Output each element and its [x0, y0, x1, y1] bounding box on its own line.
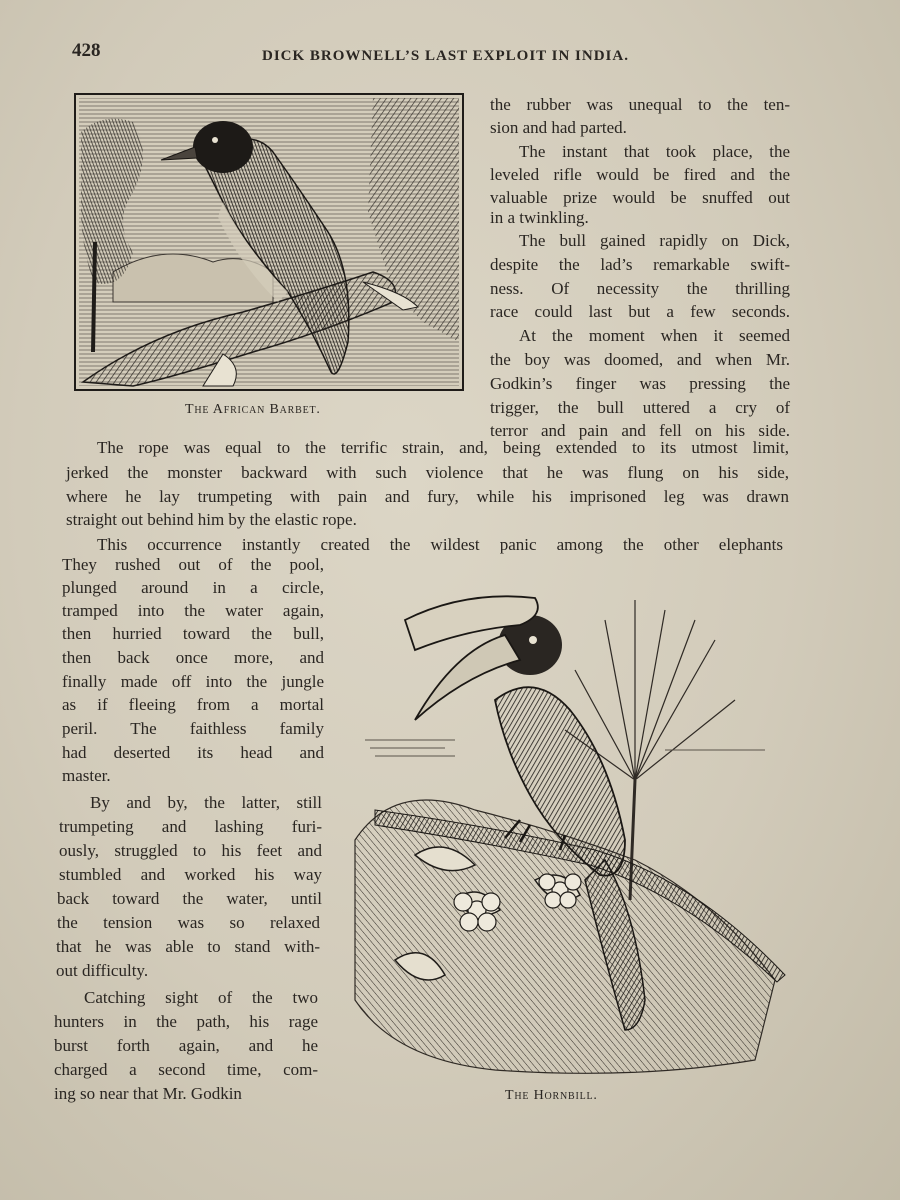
hornbill-illustration [335, 580, 795, 1080]
text-line: the boy was doomed, and when Mr. [490, 350, 790, 369]
african-barbet-illustration [73, 92, 465, 392]
text-line: in a twinkling. [490, 208, 589, 227]
text-line: They rushed out of the pool, [62, 555, 324, 574]
text-line: then hurried toward the bull, [62, 624, 324, 643]
text-line: leveled rifle would be fired and the [490, 165, 790, 184]
text-line: back toward the water, until [57, 889, 322, 908]
text-line: finally made off into the jungle [62, 672, 324, 691]
text-line: This occurrence instantly created the wildest panic among the other elephants [97, 535, 783, 554]
text-line: stumbled and worked his way [59, 865, 322, 884]
text-line: plunged around in a circle, [62, 578, 324, 597]
text-line: The bull gained rapidly on Dick, [519, 231, 790, 250]
text-line: valuable prize would be snuffed out [490, 188, 790, 207]
text-line: Catching sight of the two [84, 988, 318, 1007]
text-line: trumpeting and lashing furi- [59, 817, 322, 836]
text-line: By and by, the latter, still [90, 793, 322, 812]
text-line: The instant that took place, the [519, 142, 790, 161]
text-line: The rope was equal to the terrific strain, and, being extended to its utmost limit, [97, 438, 789, 457]
text-line: as if fleeing from a mortal [62, 695, 324, 714]
text-line: despite the lad’s remarkable swift- [490, 255, 790, 274]
text-line: burst forth again, and he [54, 1036, 318, 1055]
text-line: master. [62, 766, 111, 785]
text-line: sion and had parted. [490, 118, 627, 137]
text-line: that he was able to stand with- [56, 937, 320, 956]
text-line: straight out behind him by the elastic rope. [66, 510, 357, 529]
text-line: race could last but a few seconds. [490, 302, 790, 321]
text-line: Godkin’s finger was pressing the [490, 374, 790, 393]
text-line: hunters in the path, his rage [54, 1012, 318, 1031]
text-line: had deserted its head and [62, 743, 324, 762]
page-number: 428 [72, 40, 101, 61]
text-line: trigger, the bull uttered a cry of [490, 398, 790, 417]
text-line: terror and pain and fell on his side. [490, 421, 790, 440]
text-line: charged a second time, com- [54, 1060, 318, 1079]
text-line: ously, struggled to his feet and [59, 841, 322, 860]
text-line: then back once more, and [62, 648, 324, 667]
text-line: At the moment when it seemed [519, 326, 790, 345]
hornbill-caption: The Hornbill. [505, 1088, 598, 1103]
text-line: where he lay trumpeting with pain and fury, while his imprisoned leg was drawn [66, 487, 789, 506]
barbet-caption: The African Barbet. [185, 402, 321, 417]
text-line: out difficulty. [56, 961, 149, 980]
text-line: the rubber was unequal to the ten- [490, 95, 790, 114]
text-line: the tension was so relaxed [57, 913, 320, 932]
text-line: ness. Of necessity the thrilling [490, 279, 790, 298]
text-line: jerked the monster backward with such violence that he was flung on his side, [66, 463, 789, 482]
text-line: tramped into the water again, [62, 601, 324, 620]
text-line: ing so near that Mr. Godkin [54, 1084, 242, 1103]
running-title: DICK BROWNELL’S LAST EXPLOIT IN INDIA. [262, 48, 629, 64]
text-line: peril. The faithless family [62, 719, 324, 738]
